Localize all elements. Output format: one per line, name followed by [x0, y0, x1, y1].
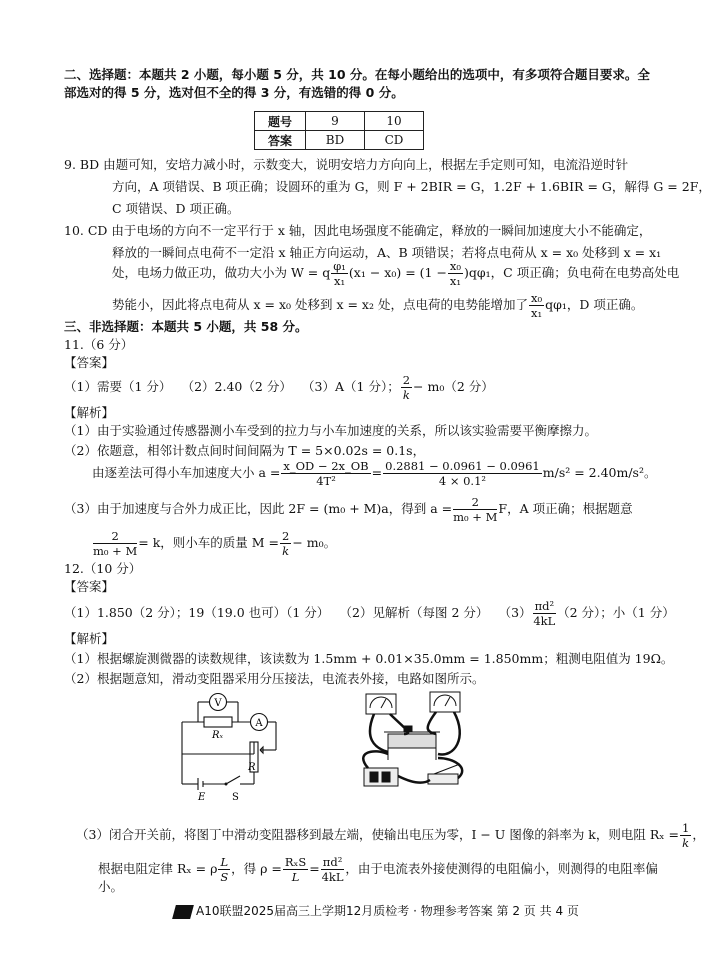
fraction: [283, 855, 308, 884]
fraction: [680, 821, 691, 850]
text: 势能小，因此将点电荷从 x = x₀ 处移到 x = x₂ 处，点电荷的电势能增加了: [112, 297, 528, 312]
text: （1）需要（1 分） （2）2.40（2 分） （3）A（1 分）；: [64, 379, 400, 394]
numerator: 0.2881 − 0.0961 − 0.0961: [385, 459, 540, 473]
answer-label: 【答案】: [64, 579, 115, 594]
s-label: S: [232, 792, 239, 803]
text: m/s² = 2.40m/s²。: [542, 465, 657, 480]
fraction: [401, 373, 412, 402]
table-cell: 10: [365, 112, 424, 131]
q10-formula-line: [112, 258, 679, 288]
table-cell: 9: [306, 112, 365, 131]
q9-line: 方向，A 项错误、B 项正确；设圆环的重为 G，则 F + 2BIR = G，1.2F + 1.6BIR = G，解得 G = 2F，: [112, 179, 711, 194]
fraction: [281, 459, 370, 488]
text: − m₀。: [292, 535, 337, 550]
table-header-answer: 答案: [255, 131, 306, 150]
rheostat: [388, 734, 436, 748]
fraction: [453, 495, 497, 524]
q12-line: 小。: [98, 879, 124, 894]
text: = k，则小车的质量 M =: [138, 535, 279, 550]
text: qφ₁，D 项正确。: [545, 297, 644, 312]
q11-formula-line: [64, 492, 633, 526]
numerator: x_OD − 2x_OB: [283, 459, 369, 473]
denominator: x₁: [530, 306, 543, 320]
q12-formula-line: （3）闭合开关前，将图丁中滑动变阻器移到最左端，使输出电压为零，I − U 图像的斜率为 k，则电阻 Rₓ = $\frac{1}{k}$ ，: [76, 821, 705, 850]
text: ，由于电流表外接使测得的电阻偏小，则测得的电阻率偏: [345, 861, 658, 876]
fraction: [280, 529, 291, 558]
denominator: 4T²: [316, 474, 336, 488]
fraction: [533, 599, 557, 628]
section-title: 三、非选择题：本题共 5 小题，共 58 分。: [64, 319, 308, 334]
numerator: L: [220, 855, 229, 869]
page-footer: [174, 902, 579, 919]
q11-formula-line: [92, 526, 336, 560]
e-label: E: [198, 792, 206, 803]
numerator: 1: [682, 821, 690, 835]
text: （2 分）；小（1 分）: [557, 605, 675, 620]
q11-head: 11.（6 分）: [64, 337, 134, 352]
q12-line: （2）根据题意知，滑动变阻器采用分压接法，电流表外接，电路如图所示。: [64, 671, 485, 686]
q10-formula-line: [112, 290, 643, 320]
numerator: 2: [402, 373, 411, 387]
q11-answer-line: [64, 372, 494, 402]
numerator: x₀: [449, 259, 462, 273]
text: （3）闭合开关前，将图丁中滑动变阻器移到最左端，使输出电压为零，I − U 图像的斜率为 k，则电阻 Rₓ =: [76, 827, 679, 842]
table-cell: BD: [306, 131, 365, 150]
circuit-diagram: [168, 690, 298, 802]
q12-formula-line: [98, 852, 658, 886]
numerator: 2: [282, 529, 290, 543]
fraction: [218, 855, 230, 884]
text: F，A 项正确；根据题意: [498, 501, 633, 516]
voltmeter-label: V: [214, 698, 222, 709]
denominator: L: [291, 870, 300, 884]
table-cell: CD: [365, 131, 424, 150]
text: =: [309, 861, 320, 876]
q10-line: 释放的一瞬间点电荷不一定沿 x 轴正方向运动，A、B 项错误；若将点电荷从 x = x₀ 处移到 x = x₁: [112, 245, 662, 260]
denominator: k: [282, 544, 290, 558]
fraction: [383, 459, 542, 488]
section-title: 二、选择题：本题共 2 小题，每小题 5 分，共 10 分。在每小题给出的选项中，有多项符合题目要求。全: [64, 67, 650, 82]
denominator: x₁: [334, 274, 346, 288]
rx-label: Rₓ: [212, 730, 224, 741]
text: (x₁ − x₀) = (1 −: [348, 265, 447, 280]
denominator: k: [402, 388, 410, 402]
text: 处，电场力做正功，做功大小为 W = q: [112, 265, 331, 280]
text: )qφ₁，C 项正确；负电荷在电势高处电: [464, 265, 680, 280]
text: ，得 ρ =: [231, 861, 282, 876]
text: （3）由于加速度与合外力成正比，因此 2F = (m₀ + M)a，得到 a =: [64, 501, 453, 516]
q11-line: （2）依题意，相邻计数点间时间间隔为 T = 5×0.02s = 0.1s，: [64, 443, 426, 458]
text: 根据电阻定律 Rₓ = ρ: [98, 861, 218, 876]
table-header-number: 题号: [255, 112, 306, 131]
denominator: 4kL: [533, 614, 556, 628]
section-title-cont: 部选对的得 5 分，选对但不全的得 3 分，有选错的得 0 分。: [64, 85, 404, 100]
fraction: [93, 529, 137, 558]
q12-head: 12.（10 分）: [64, 561, 142, 576]
footer-text: A10联盟2025届高三上学期12月质检考 · 物理参考答案 第 2 页 共 4 页: [196, 904, 579, 918]
text: − m₀（2 分）: [413, 379, 494, 394]
numerator: 2: [93, 529, 137, 544]
denominator: x₁: [449, 274, 462, 288]
denominator: S: [220, 870, 229, 884]
answer-table: [254, 111, 424, 150]
denominator: 4kL: [321, 870, 344, 884]
fraction: [448, 259, 463, 288]
denominator: 4 × 0.1²: [438, 474, 487, 488]
q12-line: （1）根据螺旋测微器的读数规律，该读数为 1.5mm + 0.01×35.0mm = 1.850mm；粗测电阻值为 19Ω。: [64, 651, 674, 666]
numerator: φ₁: [333, 259, 346, 273]
ammeter-label: A: [255, 718, 263, 729]
numerator: πd²: [534, 599, 555, 613]
analysis-label: 【解析】: [64, 405, 115, 420]
text: （1）1.850（2 分）；19（19.0 也可）（1 分） （2）见解析（每图 2 分） （3）: [64, 605, 532, 620]
q11-line: （1）由于实验通过传感器测小车受到的拉力与小车加速度的关系，所以该实验需要平衡摩擦力。: [64, 423, 597, 438]
publisher-logo-icon: [172, 905, 194, 919]
numerator: 2: [453, 495, 497, 510]
fraction: [321, 855, 345, 884]
denominator: k: [682, 836, 690, 850]
denominator: m₀ + M: [93, 544, 138, 558]
numerator: RₓS: [284, 855, 307, 869]
r-label: R: [248, 762, 256, 773]
numerator: πd²: [322, 855, 343, 869]
denominator: m₀ + M: [453, 510, 498, 524]
q12-answer-line: [64, 596, 675, 630]
fraction: [529, 291, 544, 320]
q9-line: C 项错误、D 项正确。: [112, 201, 240, 216]
q10-line: 10. CD 由于电场的方向不一定平行于 x 轴，因此电场强度不能确定，释放的一瞬间加速度大小不能确定，: [64, 223, 652, 238]
text: 由逐差法可得小车加速度大小 a =: [92, 465, 281, 480]
fraction: [331, 259, 348, 288]
apparatus-illustration: [344, 688, 484, 806]
battery-box: [364, 768, 398, 786]
switch: [428, 774, 458, 784]
numerator: x₀: [530, 291, 543, 305]
answer-label: 【答案】: [64, 355, 115, 370]
analysis-label: 【解析】: [64, 631, 115, 646]
q11-formula-line: 由逐差法可得小车加速度大小 a = $\frac{x\_OD - 2x\_OB}{\text{4T²}}$ = $\frac{0.2881 - 0.0961 - 0.0961}{\text{4 × 0.1²}}$ m/s² = 2.40m/s²。: [92, 459, 657, 488]
q9-line: 9. BD 由题可知，安培力减小时，示数变大，说明安培力方向向上，根据左手定则可知，电流沿逆时针: [64, 157, 629, 172]
